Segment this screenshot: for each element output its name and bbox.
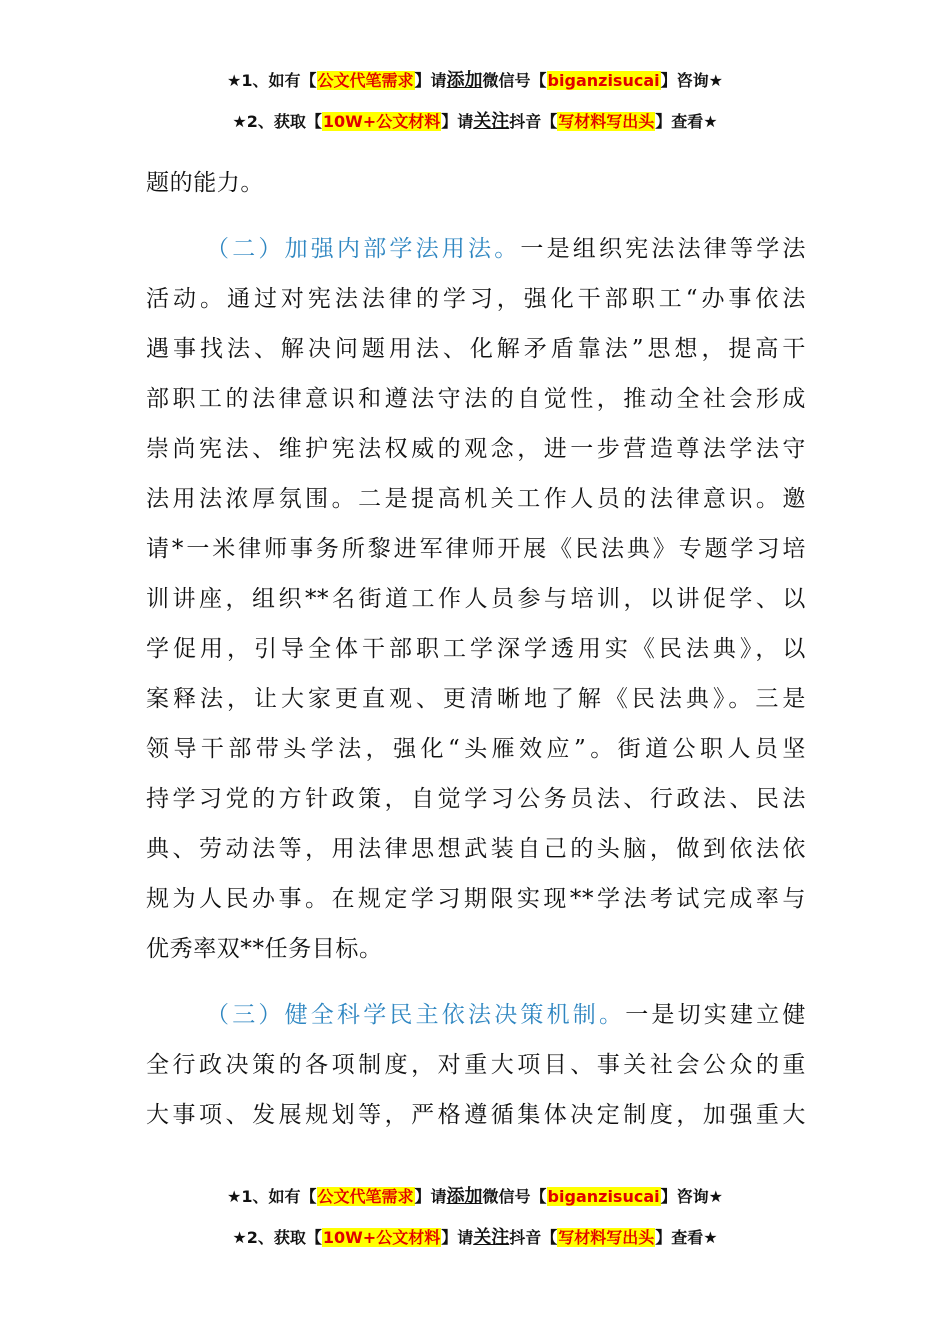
paragraph-line: 典、劳动法等，用法律思想武装自己的头脑，做到依法依: [146, 836, 806, 862]
star-icon: ★: [232, 1228, 247, 1247]
paragraph-line: 活动。通过对宪法法律的学习，强化干部职工“办事依法: [146, 286, 806, 312]
star-icon: ★: [232, 112, 247, 131]
paragraph-line: 学促用，引导全体干部职工学深学透用实《民法典》，以: [146, 636, 806, 662]
paragraph-line: 部职工的法律意识和遵法守法的自觉性，推动全社会形成: [146, 386, 806, 412]
top-banner-line-2: ★2、获取【10W+公文材料】请关注抖音【写材料写出头】查看★: [232, 111, 718, 132]
paragraph-line: 全行政决策的各项制度，对重大项目、事关社会公众的重: [146, 1052, 806, 1078]
bottom-banner-line-1: ★1、如有【公文代笔需求】请添加微信号【biganzisucai】咨询★: [227, 1186, 723, 1207]
paragraph-line: 案释法，让大家更直观、更清晰地了解《民法典》。三是: [146, 686, 806, 712]
paragraph-line: 大事项、发展规划等，严格遵循集体决定制度，加强重大: [146, 1102, 806, 1128]
highlight-writing-service: 公文代笔需求: [317, 1187, 414, 1206]
section-heading-2: （二）加强内部学法用法。: [206, 236, 521, 262]
highlight-douyin-account: 写材料写出头: [558, 112, 655, 131]
paragraph-line: 请*一米律师事务所黎进军律师开展《民法典》专题学习培: [146, 536, 806, 562]
highlight-materials: 10W+公文材料: [322, 112, 441, 131]
paragraph-line: 优秀率双**任务目标。: [146, 936, 383, 962]
paragraph-line: 领导干部带头学法，强化“头雁效应”。街道公职人员坚: [146, 736, 806, 762]
section-heading-3: （三）健全科学民主依法决策机制。: [206, 1002, 626, 1028]
top-banner-line-1: ★1、如有【公文代笔需求】请添加微信号【biganzisucai】咨询★: [227, 70, 723, 91]
paragraph-line: 训讲座，组织**名街道工作人员参与培训，以讲促学、以: [146, 586, 806, 612]
star-icon: ★: [227, 1187, 242, 1206]
highlight-wechat-id: biganzisucai: [547, 71, 660, 90]
paragraph-line: 题的能力。: [146, 170, 264, 196]
paragraph-line: 崇尚宪法、维护宪法权威的观念，进一步营造尊法学法守: [146, 436, 806, 462]
highlight-douyin-account: 写材料写出头: [558, 1228, 655, 1247]
paragraph-line: 规为人民办事。在规定学习期限实现**学法考试完成率与: [146, 886, 806, 912]
star-icon: ★: [227, 71, 242, 90]
highlight-materials: 10W+公文材料: [322, 1228, 441, 1247]
highlight-writing-service: 公文代笔需求: [317, 71, 414, 90]
paragraph-heading-line: （二）加强内部学法用法。一是组织宪法法律等学法: [206, 236, 806, 262]
paragraph-line: 持学习党的方针政策，自觉学习公务员法、行政法、民法: [146, 786, 806, 812]
paragraph-heading-line: （三）健全科学民主依法决策机制。一是切实建立健: [206, 1002, 806, 1028]
paragraph-line: 遇事找法、解决问题用法、化解矛盾靠法”思想，提高干: [146, 336, 806, 362]
highlight-wechat-id: biganzisucai: [547, 1187, 660, 1206]
bottom-banner-line-2: ★2、获取【10W+公文材料】请关注抖音【写材料写出头】查看★: [232, 1227, 718, 1248]
body-text: [146, 158, 806, 1140]
paragraph-line: 法用法浓厚氛围。二是提高机关工作人员的法律意识。邀: [146, 486, 806, 512]
